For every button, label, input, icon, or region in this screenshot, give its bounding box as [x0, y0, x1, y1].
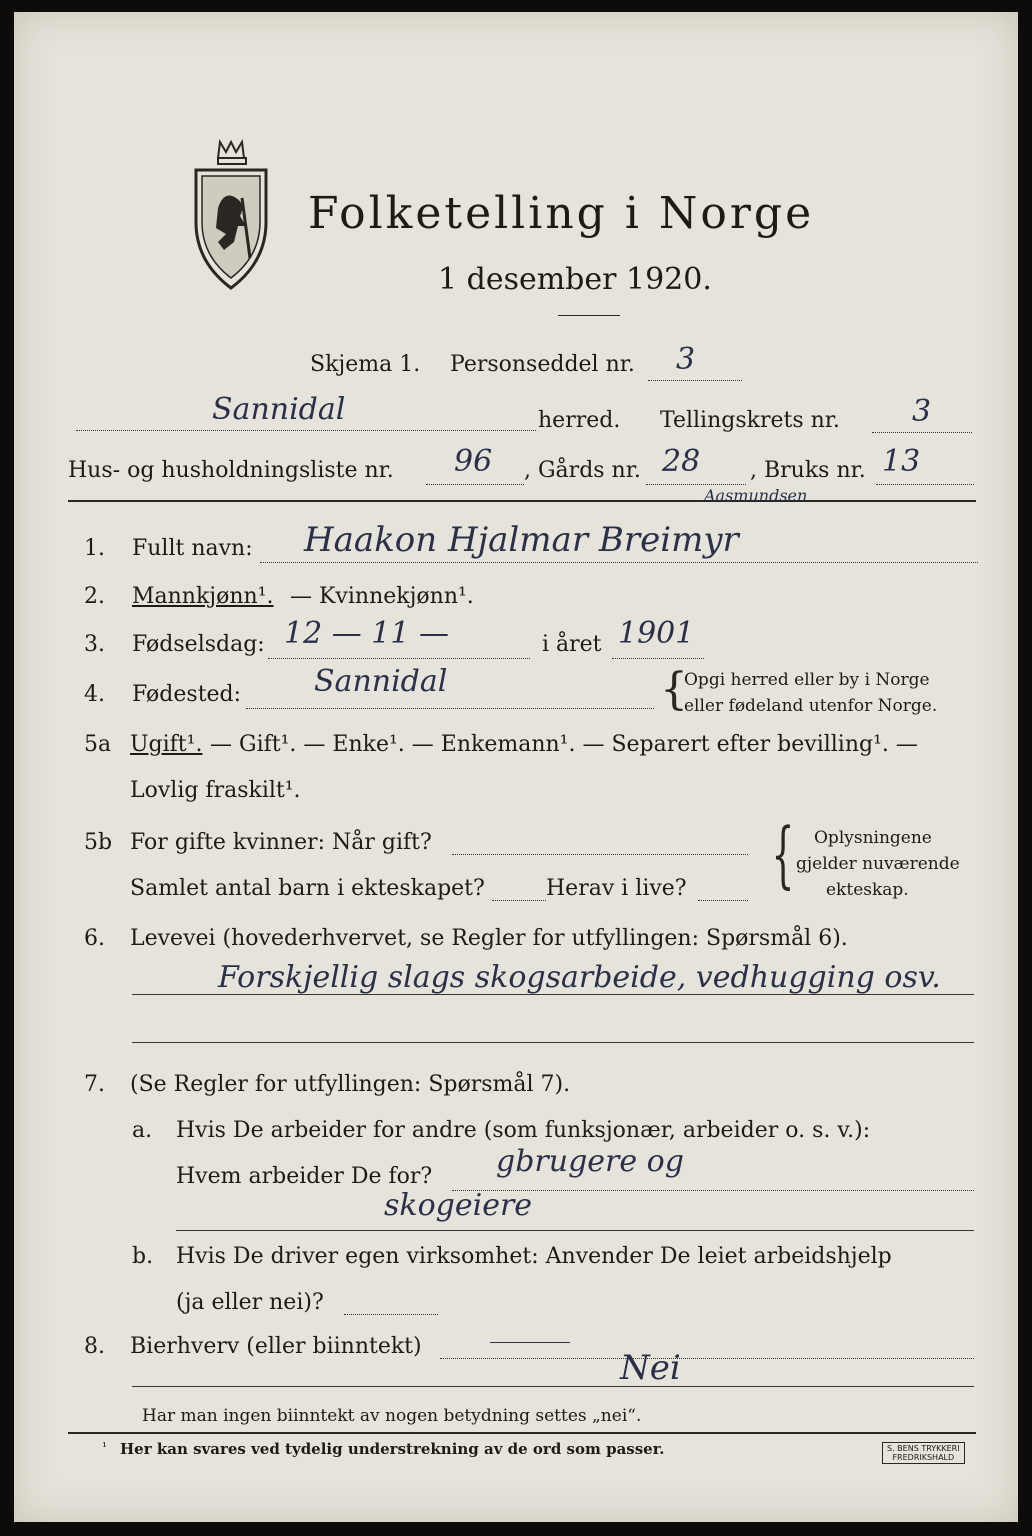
- stamp-line-1: S. BENS TRYKKERI: [887, 1444, 960, 1453]
- q4-line: [246, 708, 654, 709]
- footer-divider: [68, 1432, 976, 1434]
- q2-male: Mannkjønn¹.: [132, 584, 274, 609]
- q8-line-2: [132, 1386, 974, 1387]
- bruks-value: 13: [882, 444, 921, 479]
- bruks-line: [876, 484, 974, 485]
- q7a-label-2: Hvem arbeider De for?: [176, 1164, 433, 1189]
- q1-value: Haakon Hjalmar Breimyr: [304, 520, 739, 560]
- q5a-ugift: Ugift¹.: [130, 732, 203, 757]
- q5a-rest: — Gift¹. — Enke¹. — Enkemann¹. — Separert efter bevilling¹. —: [210, 732, 918, 757]
- bruks-label: , Bruks nr.: [750, 458, 866, 483]
- tellingskrets-value: 3: [912, 394, 932, 429]
- q8-dash: [490, 1342, 570, 1343]
- q6-label: Levevei (hovederhvervet, se Regler for utfyllingen: Spørsmål 6).: [130, 926, 848, 951]
- q6-line-2: [132, 1042, 974, 1043]
- hus-label: Hus- og husholdningsliste nr.: [68, 458, 394, 483]
- personseddel-value: 3: [676, 342, 696, 377]
- q5b-note-2: gjelder nuværende: [796, 854, 960, 874]
- personseddel-label: Personseddel nr.: [450, 352, 635, 377]
- norway-coat-of-arms-icon: [190, 138, 272, 302]
- q7a-value-2: skogeiere: [384, 1188, 533, 1223]
- gards-label: , Gårds nr.: [524, 458, 641, 483]
- q6-number: 6.: [84, 926, 105, 951]
- q5a-number: 5a: [84, 732, 112, 757]
- q4-brace: {: [660, 664, 688, 715]
- q8-number: 8.: [84, 1334, 105, 1359]
- q2-rest: — Kvinnekjønn¹.: [290, 584, 474, 609]
- tellingskrets-label: Tellingskrets nr.: [660, 408, 840, 433]
- q4-number: 4.: [84, 682, 105, 707]
- q3-year-line: [612, 658, 704, 659]
- q4-value: Sannidal: [314, 664, 448, 699]
- census-form: [14, 12, 1018, 1522]
- stamp-line-2: FREDRIKSHALD: [892, 1453, 955, 1462]
- q7a-label: Hvis De arbeider for andre (som funksjonær, arbeider o. s. v.):: [176, 1118, 871, 1143]
- q7-number: 7.: [84, 1072, 105, 1097]
- q2-number: 2.: [84, 584, 105, 609]
- hus-value: 96: [454, 444, 493, 479]
- q8-value: Nei: [620, 1348, 681, 1388]
- q3-label: Fødselsdag:: [132, 632, 265, 657]
- q1-label: Fullt navn:: [132, 536, 253, 561]
- header-divider: [68, 500, 976, 502]
- q5b-line-3: [698, 900, 748, 901]
- q7b-label-2: (ja eller nei)?: [176, 1290, 324, 1315]
- herred-line: [76, 430, 536, 431]
- form-title: Folketelling i Norge: [308, 188, 815, 239]
- printer-stamp: [882, 1442, 965, 1464]
- q5b-line-2: [492, 900, 546, 901]
- q5b-note-3: ekteskap.: [826, 880, 909, 900]
- q7b-line: [344, 1314, 438, 1315]
- footer-note: Har man ingen biinntekt av nogen betydning settes „nei“.: [142, 1406, 642, 1426]
- q1-line: [260, 562, 978, 563]
- hus-line: [426, 484, 524, 485]
- q8-label: Bierhverv (eller biinntekt): [130, 1334, 422, 1359]
- q7b-number: b.: [132, 1244, 154, 1269]
- q5b-label-2: Samlet antal barn i ekteskapet?: [130, 876, 485, 901]
- q8-line-1: [440, 1358, 974, 1359]
- q5b-note-1: Oplysningene: [814, 828, 932, 848]
- q7b-label: Hvis De driver egen virksomhet: Anvender De leiet arbeidshjelp: [176, 1244, 892, 1269]
- q5b-label-3: Herav i live?: [546, 876, 687, 901]
- q3-value: 12 — 11 —: [284, 616, 449, 651]
- q4-label: Fødested:: [132, 682, 242, 707]
- schema-label: Skjema 1.: [310, 352, 421, 377]
- q5b-line-1: [452, 854, 748, 855]
- q4-note-2: eller fødeland utenfor Norge.: [684, 696, 938, 716]
- q3-year-value: 1901: [618, 616, 695, 651]
- title-divider: [558, 315, 620, 316]
- footnote: Her kan svares ved tydelig understrekning av de ord som passer.: [120, 1440, 665, 1458]
- herred-value: Sannidal: [212, 392, 346, 427]
- q5b-brace: {: [771, 812, 795, 896]
- q1-number: 1.: [84, 536, 105, 561]
- gards-value: 28: [662, 444, 701, 479]
- personseddel-line: [648, 380, 742, 381]
- q7a-value-1: gbrugere og: [496, 1144, 684, 1179]
- tellingskrets-line: [872, 432, 972, 433]
- footnote-mark: ¹: [102, 1440, 107, 1454]
- q3-year-label: i året: [542, 632, 602, 657]
- q1-insert: Aasmundsen: [704, 486, 808, 505]
- q5a-line2: Lovlig fraskilt¹.: [130, 778, 301, 803]
- herred-label: herred.: [538, 408, 621, 433]
- q6-value: Forskjellig slags skogsarbeide, vedhugging osv.: [218, 960, 941, 995]
- gards-line: [646, 484, 746, 485]
- q7a-line-2: [176, 1230, 974, 1231]
- form-date: 1 desember 1920.: [438, 262, 712, 297]
- q7a-number: a.: [132, 1118, 153, 1143]
- q4-note-1: Opgi herred eller by i Norge: [684, 670, 930, 690]
- q7-label: (Se Regler for utfyllingen: Spørsmål 7).: [130, 1072, 571, 1097]
- q5b-label: For gifte kvinner: Når gift?: [130, 830, 432, 855]
- q5b-number: 5b: [84, 830, 113, 855]
- q3-line: [268, 658, 530, 659]
- q3-number: 3.: [84, 632, 105, 657]
